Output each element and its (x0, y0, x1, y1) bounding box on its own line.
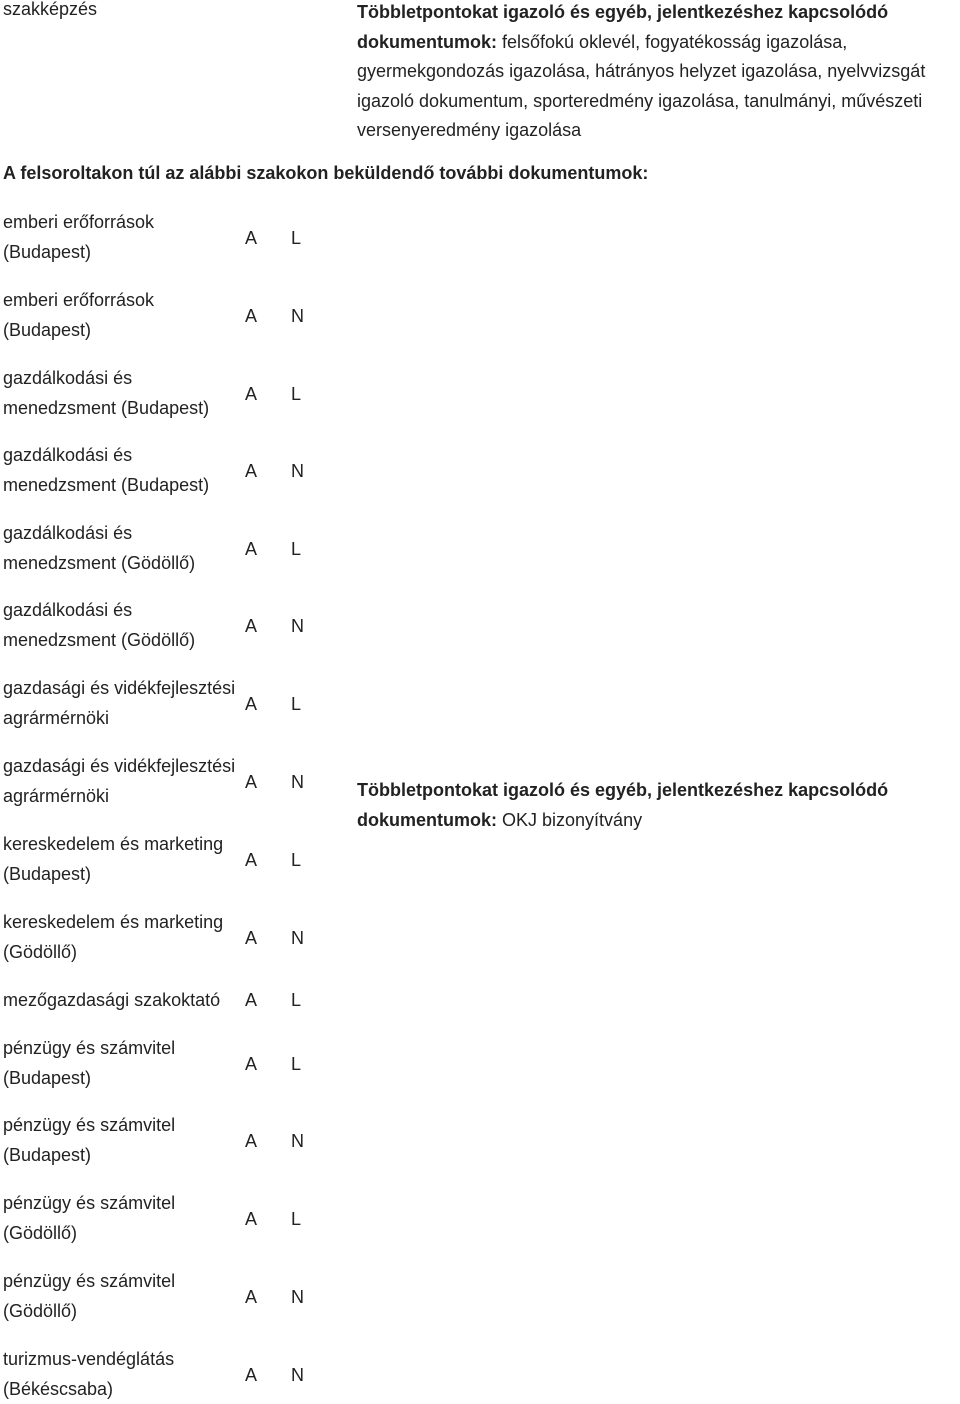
top-right-documents (357, 0, 957, 146)
program-name: gazdálkodási és menedzsment (Gödöllő) (3, 523, 196, 573)
side-note-documents (357, 776, 957, 835)
program-col-b: N (291, 306, 304, 326)
program-name: kereskedelem és marketing (Budapest) (3, 834, 224, 884)
program-col-b: L (291, 1054, 302, 1074)
program-col-a: A (245, 539, 258, 559)
program-name: pénzügy és számvitel (Gödöllő) (3, 1193, 176, 1243)
program-col-a: A (245, 990, 258, 1010)
program-col-b: N (291, 1131, 304, 1151)
program-name: emberi erőforrások (Budapest) (3, 212, 155, 262)
program-col-a: A (245, 461, 258, 481)
program-col-b: N (291, 461, 304, 481)
program-col-b: N (291, 1287, 304, 1307)
program-col-a: A (245, 228, 258, 248)
program-name: gazdálkodási és menedzsment (Budapest) (3, 368, 210, 418)
program-col-b: L (291, 990, 302, 1010)
program-col-b: L (291, 228, 302, 248)
program-col-b: N (291, 772, 304, 792)
program-col-a: A (245, 1054, 258, 1074)
program-col-b: L (291, 850, 302, 870)
program-col-a: A (245, 384, 258, 404)
documents-list: felsőfokú oklevél, fogyatékosság igazolása, gyermekgondozás igazolása, hátrányos helyzet igazolása, nyelvvizsgát igazoló dokumentum, sporteredmény igazolása, tanulmányi, művészeti versenyeredmény igazolása (357, 31, 926, 140)
program-name: pénzügy és számvitel (Budapest) (3, 1038, 176, 1088)
program-col-b: N (291, 928, 304, 948)
program-col-a: A (245, 306, 258, 326)
program-col-b: L (291, 1209, 302, 1229)
program-col-a: A (245, 1209, 258, 1229)
side-note-heading: Többletpontokat igazoló és egyéb, jelentkezéshez kapcsolódó dokumentumok: (357, 780, 889, 830)
section-heading: A felsoroltakon túl az alábbi szakokon beküldendő további dokumentumok: (3, 163, 649, 183)
program-col-a: A (245, 928, 258, 948)
program-col-b: N (291, 1365, 304, 1385)
program-name: emberi erőforrások (Budapest) (3, 290, 155, 340)
program-name: pénzügy és számvitel (Budapest) (3, 1115, 176, 1165)
program-name: mezőgazdasági szakoktató (3, 990, 221, 1010)
program-col-b: N (291, 616, 304, 636)
program-name: pénzügy és számvitel (Gödöllő) (3, 1271, 176, 1321)
program-col-b: L (291, 694, 302, 714)
program-name: kereskedelem és marketing (Gödöllő) (3, 912, 224, 962)
program-name: gazdálkodási és menedzsment (Gödöllő) (3, 600, 196, 650)
program-col-a: A (245, 850, 258, 870)
program-name: gazdálkodási és menedzsment (Budapest) (3, 445, 210, 495)
program-col-b: L (291, 384, 302, 404)
program-col-a: A (245, 694, 258, 714)
side-note-text: OKJ bizonyítvány (497, 809, 643, 830)
program-col-a: A (245, 1131, 258, 1151)
program-name: gazdasági és vidékfejlesztési agrármérnöki (3, 756, 236, 806)
program-col-a: A (245, 772, 258, 792)
program-name: gazdasági és vidékfejlesztési agrármérnöki (3, 678, 236, 728)
program-col-a: A (245, 616, 258, 636)
program-col-b: L (291, 539, 302, 559)
program-name: turizmus-vendéglátás (Békéscsaba) (3, 1349, 175, 1399)
top-left-label: szakképzés (3, 0, 98, 19)
program-col-a: A (245, 1365, 258, 1385)
program-col-a: A (245, 1287, 258, 1307)
documents-heading: Többletpontokat igazoló és egyéb, jelentkezéshez kapcsolódó dokumentumok: (357, 2, 889, 52)
